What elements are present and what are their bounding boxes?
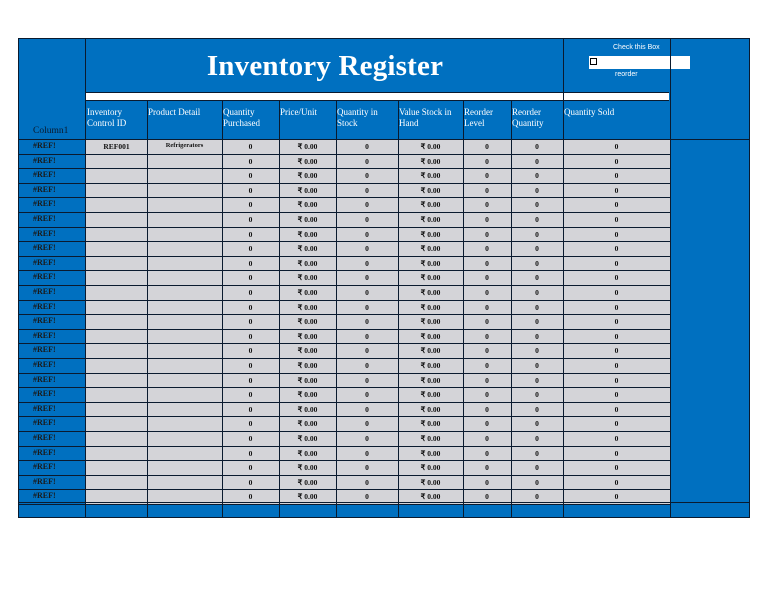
cell-reorder-qty[interactable]: 0 <box>535 302 539 312</box>
cell-qty-purchased[interactable]: 0 <box>248 331 253 341</box>
cell-reorder-level[interactable]: 0 <box>485 463 489 473</box>
column-divider <box>147 101 148 518</box>
cell-value[interactable]: ₹ 0.00 <box>420 302 441 312</box>
ref-error-cell: #REF! <box>33 345 56 355</box>
row-divider <box>18 168 670 169</box>
cell-qty-sold[interactable]: 0 <box>614 492 619 502</box>
cell-reorder-level[interactable]: 0 <box>485 390 489 400</box>
cell-price[interactable]: ₹ 0.00 <box>297 477 318 487</box>
cell-reorder-level[interactable]: 0 <box>485 200 489 210</box>
cell-value[interactable]: ₹ 0.00 <box>420 404 441 414</box>
cell-qty-stock[interactable]: 0 <box>365 273 369 283</box>
cell-price[interactable]: ₹ 0.00 <box>297 317 318 327</box>
cell-qty-stock[interactable]: 0 <box>365 317 369 327</box>
ref-error-cell: #REF! <box>33 243 56 253</box>
cell-qty-purchased[interactable]: 0 <box>248 419 253 429</box>
cell-price[interactable]: ₹ 0.00 <box>297 156 318 166</box>
cell-qty-stock[interactable]: 0 <box>365 185 369 195</box>
column-divider <box>336 101 337 518</box>
cell-qty-sold[interactable]: 0 <box>614 390 619 400</box>
row-divider <box>18 475 670 476</box>
cell-value[interactable]: ₹ 0.00 <box>420 346 441 356</box>
cell-reorder-level[interactable]: 0 <box>485 142 489 151</box>
cell-reorder-qty[interactable]: 0 <box>535 375 539 385</box>
cell-reorder-qty[interactable]: 0 <box>535 258 539 268</box>
cell-value[interactable]: ₹ 0.00 <box>420 171 441 181</box>
cell-qty-sold[interactable]: 0 <box>614 273 619 283</box>
cell-reorder-level[interactable]: 0 <box>485 375 489 385</box>
row-divider <box>18 446 670 447</box>
row-divider <box>18 314 670 315</box>
cell-reorder-level[interactable]: 0 <box>485 404 489 414</box>
checkbox-field[interactable] <box>589 56 690 69</box>
cell-reorder-qty[interactable]: 0 <box>535 229 539 239</box>
cell-qty-stock[interactable]: 0 <box>365 229 369 239</box>
cell-reorder-level[interactable]: 0 <box>485 434 489 443</box>
cell-reorder-qty[interactable]: 0 <box>535 244 539 254</box>
cell-qty-purchased[interactable]: 0 <box>248 171 253 181</box>
cell-qty-stock[interactable]: 0 <box>365 404 369 414</box>
column-divider <box>279 101 280 518</box>
row-divider <box>18 460 670 461</box>
cell-value[interactable]: ₹ 0.00 <box>420 434 441 443</box>
cell-qty-sold[interactable]: 0 <box>614 448 619 458</box>
cell-qty-sold[interactable]: 0 <box>614 244 619 254</box>
cell-reorder-level[interactable]: 0 <box>485 185 489 195</box>
header-divider-band <box>86 92 669 101</box>
cell-reorder-level[interactable]: 0 <box>485 317 489 327</box>
ref-error-cell: #REF! <box>33 360 56 369</box>
cell-reorder-level[interactable]: 0 <box>485 346 489 356</box>
cell-qty-purchased[interactable]: 0 <box>248 477 253 487</box>
ref-error-cell: #REF! <box>33 301 56 311</box>
ref-error-cell: #REF! <box>33 257 56 267</box>
cell-reorder-qty[interactable]: 0 <box>535 477 539 487</box>
cell-reorder-qty[interactable]: 0 <box>535 171 539 181</box>
header-product-detail: Product Detail <box>148 107 201 117</box>
cell-value[interactable]: ₹ 0.00 <box>420 142 441 151</box>
row-divider <box>18 285 670 286</box>
cell-qty-stock[interactable]: 0 <box>365 244 369 254</box>
cell-value[interactable]: ₹ 0.00 <box>420 317 441 327</box>
cell-qty-stock[interactable]: 0 <box>365 419 369 429</box>
cell-reorder-level[interactable]: 0 <box>485 273 489 283</box>
cell-qty-sold[interactable]: 0 <box>614 171 619 181</box>
cell-qty-purchased[interactable]: 0 <box>248 200 253 210</box>
cell-qty-sold[interactable]: 0 <box>614 302 619 312</box>
header-quantity-in-stock: Quantity in Stock <box>337 107 378 128</box>
cell-price[interactable]: ₹ 0.00 <box>297 463 318 473</box>
ref-error-cell: #REF! <box>33 418 56 428</box>
header-price-unit: Price/Unit <box>280 107 317 117</box>
cell-qty-purchased[interactable]: 0 <box>248 404 253 414</box>
cell-reorder-level[interactable]: 0 <box>485 258 489 268</box>
cell-qty-stock[interactable]: 0 <box>365 302 369 312</box>
cell-reorder-level[interactable]: 0 <box>485 215 489 224</box>
cell-qty-stock[interactable]: 0 <box>365 434 369 443</box>
header-reorder-level: Reorder Level <box>464 107 493 128</box>
cell-value[interactable]: ₹ 0.00 <box>420 419 441 429</box>
ref-error-cell: #REF! <box>33 141 56 150</box>
cell-price[interactable]: ₹ 0.00 <box>297 185 318 195</box>
ref-error-cell: #REF! <box>33 491 56 501</box>
cell-value[interactable]: ₹ 0.00 <box>420 477 441 487</box>
cell-price[interactable]: ₹ 0.00 <box>297 215 318 224</box>
row-divider <box>18 227 670 228</box>
footer-line <box>18 502 750 503</box>
cell-qty-purchased[interactable]: 0 <box>248 142 253 151</box>
cell-price[interactable]: ₹ 0.00 <box>297 390 318 400</box>
header-reorder-quantity: Reorder Quantity <box>512 107 544 128</box>
ref-error-cell: #REF! <box>33 199 56 209</box>
reorder-checkbox-sublabel: reorder <box>615 71 638 78</box>
cell-value[interactable]: ₹ 0.00 <box>420 258 441 268</box>
cell-reorder-qty[interactable]: 0 <box>535 317 539 327</box>
column-divider <box>670 38 671 518</box>
cell-reorder-level[interactable]: 0 <box>485 492 489 502</box>
cell-qty-sold[interactable]: 0 <box>614 142 619 151</box>
cell-qty-sold[interactable]: 0 <box>614 477 619 487</box>
cell-reorder-level[interactable]: 0 <box>485 171 489 181</box>
cell-price[interactable]: ₹ 0.00 <box>297 229 318 239</box>
cell-price[interactable]: ₹ 0.00 <box>297 361 318 370</box>
ref-error-cell: #REF! <box>33 374 56 384</box>
cell-qty-sold[interactable]: 0 <box>614 258 619 268</box>
cell-qty-purchased[interactable]: 0 <box>248 258 253 268</box>
cell-qty-purchased[interactable]: 0 <box>248 156 253 166</box>
cell-reorder-level[interactable]: 0 <box>485 477 489 487</box>
cell-value[interactable]: ₹ 0.00 <box>420 463 441 473</box>
ref-error-cell: #REF! <box>33 433 56 442</box>
ref-error-cell: #REF! <box>33 155 56 165</box>
column-divider <box>222 101 223 518</box>
row-divider <box>18 197 670 198</box>
cell-reorder-level[interactable]: 0 <box>485 361 489 370</box>
cell-price[interactable]: ₹ 0.00 <box>297 288 318 297</box>
cell-qty-purchased[interactable]: 0 <box>248 361 253 370</box>
cell-price[interactable]: ₹ 0.00 <box>297 244 318 254</box>
header-bottom-line <box>18 139 750 140</box>
cell-reorder-qty[interactable]: 0 <box>535 361 539 370</box>
cell-value[interactable]: ₹ 0.00 <box>420 375 441 385</box>
row-divider <box>18 431 670 432</box>
ref-error-cell: #REF! <box>33 214 56 223</box>
ref-error-cell: #REF! <box>33 228 56 238</box>
cell-reorder-level[interactable]: 0 <box>485 288 489 297</box>
row-divider <box>18 343 670 344</box>
cell-qty-purchased[interactable]: 0 <box>248 346 253 356</box>
cell-value[interactable]: ₹ 0.00 <box>420 288 441 297</box>
cell-qty-stock[interactable]: 0 <box>365 390 369 400</box>
cell-qty-stock[interactable]: 0 <box>365 156 369 166</box>
cell-price[interactable]: ₹ 0.00 <box>297 171 318 181</box>
cell-price[interactable]: ₹ 0.00 <box>297 302 318 312</box>
cell-reorder-qty[interactable]: 0 <box>535 346 539 356</box>
cell-qty-sold[interactable]: 0 <box>614 317 619 327</box>
ref-error-cell: #REF! <box>33 287 56 296</box>
cell-qty-purchased[interactable]: 0 <box>248 244 253 254</box>
cell-qty-sold[interactable]: 0 <box>614 404 619 414</box>
cell-price[interactable]: ₹ 0.00 <box>297 142 318 151</box>
cell-price[interactable]: ₹ 0.00 <box>297 258 318 268</box>
cell-qty-purchased[interactable]: 0 <box>248 185 253 195</box>
cell-value[interactable]: ₹ 0.00 <box>420 229 441 239</box>
cell-reorder-level[interactable]: 0 <box>485 448 489 458</box>
header-quantity-purchased: Quantity Purchased <box>223 107 260 128</box>
cell-value[interactable]: ₹ 0.00 <box>420 273 441 283</box>
cell-qty-stock[interactable]: 0 <box>365 346 369 356</box>
cell-qty-sold[interactable]: 0 <box>614 419 619 429</box>
cell-reorder-qty[interactable]: 0 <box>535 434 539 443</box>
ref-error-cell: #REF! <box>33 476 56 486</box>
cell-qty-purchased[interactable]: 0 <box>248 390 253 400</box>
cell-qty-purchased[interactable]: 0 <box>248 317 253 327</box>
ref-error-cell: #REF! <box>33 330 56 340</box>
ref-error-cell: #REF! <box>33 462 56 472</box>
cell-reorder-level[interactable]: 0 <box>485 156 489 166</box>
cell-qty-sold[interactable]: 0 <box>614 185 619 195</box>
cell-qty-purchased[interactable]: 0 <box>248 288 253 297</box>
cell-reorder-qty[interactable]: 0 <box>535 331 539 341</box>
row-divider <box>18 504 670 505</box>
cell-value[interactable]: ₹ 0.00 <box>420 390 441 400</box>
cell-qty-stock[interactable]: 0 <box>365 448 369 458</box>
cell-value[interactable]: ₹ 0.00 <box>420 200 441 210</box>
cell-price[interactable]: ₹ 0.00 <box>297 200 318 210</box>
cell-qty-stock[interactable]: 0 <box>365 258 369 268</box>
ref-error-cell: #REF! <box>33 170 56 180</box>
cell-value[interactable]: ₹ 0.00 <box>420 185 441 195</box>
row-divider <box>18 256 670 257</box>
header-value-stock-in-hand: Value Stock in Hand <box>399 107 452 128</box>
cell-reorder-qty[interactable]: 0 <box>535 463 539 473</box>
cell-reorder-qty[interactable]: 0 <box>535 390 539 400</box>
row-divider <box>18 387 670 388</box>
ref-error-cell: #REF! <box>33 447 56 457</box>
cell-value[interactable]: ₹ 0.00 <box>420 331 441 341</box>
cell-qty-stock[interactable]: 0 <box>365 142 369 151</box>
row-divider <box>18 329 670 330</box>
row-divider <box>18 416 670 417</box>
cell-qty-stock[interactable]: 0 <box>365 331 369 341</box>
ref-error-cell: #REF! <box>33 316 56 326</box>
ref-error-cell: #REF! <box>33 272 56 282</box>
cell-reorder-qty[interactable]: 0 <box>535 273 539 283</box>
cell-qty-stock[interactable]: 0 <box>365 477 369 487</box>
cell-reorder-qty[interactable]: 0 <box>535 185 539 195</box>
cell-qty-stock[interactable]: 0 <box>365 171 369 181</box>
cell-qty-sold[interactable]: 0 <box>614 215 619 224</box>
cell-qty-purchased[interactable]: 0 <box>248 434 253 443</box>
cell-qty-stock[interactable]: 0 <box>365 463 369 473</box>
row-divider <box>18 270 670 271</box>
row-divider <box>18 241 670 242</box>
page-title: Inventory Register <box>206 50 444 82</box>
cell-reorder-qty[interactable]: 0 <box>535 142 539 151</box>
cell-reorder-level[interactable]: 0 <box>485 302 489 312</box>
row-divider <box>18 373 670 374</box>
cell-price[interactable]: ₹ 0.00 <box>297 346 318 356</box>
cell-qty-stock[interactable]: 0 <box>365 492 369 502</box>
cell-qty-purchased[interactable]: 0 <box>248 229 253 239</box>
cell-price[interactable]: ₹ 0.00 <box>297 375 318 385</box>
cell-reorder-qty[interactable]: 0 <box>535 156 539 166</box>
cell-price[interactable]: ₹ 0.00 <box>297 419 318 429</box>
cell-qty-purchased[interactable]: 0 <box>248 375 253 385</box>
cell-qty-purchased[interactable]: 0 <box>248 215 253 224</box>
cell-qty-purchased[interactable]: 0 <box>248 448 253 458</box>
cell-qty-sold[interactable]: 0 <box>614 361 619 370</box>
cell-qty-stock[interactable]: 0 <box>365 215 369 224</box>
row-divider <box>18 358 670 359</box>
row-divider <box>18 402 670 403</box>
cell-qty-purchased[interactable]: 0 <box>248 302 253 312</box>
cell-qty-purchased[interactable]: 0 <box>248 273 253 283</box>
cell-reorder-qty[interactable]: 0 <box>535 492 539 502</box>
row-divider <box>18 154 670 155</box>
cell-value[interactable]: ₹ 0.00 <box>420 448 441 458</box>
cell-qty-sold[interactable]: 0 <box>614 346 619 356</box>
cell-value[interactable]: ₹ 0.00 <box>420 361 441 370</box>
row-divider <box>18 489 670 490</box>
cell-reorder-qty[interactable]: 0 <box>535 448 539 458</box>
cell-value[interactable]: ₹ 0.00 <box>420 156 441 166</box>
row-divider <box>18 300 670 301</box>
cell-reorder-qty[interactable]: 0 <box>535 288 539 297</box>
cell-reorder-qty[interactable]: 0 <box>535 404 539 414</box>
reorder-checkbox-label: Check this Box <box>613 44 660 51</box>
cell-qty-sold[interactable]: 0 <box>614 434 619 443</box>
row-divider <box>18 183 670 184</box>
cell-qty-sold[interactable]: 0 <box>614 463 619 473</box>
column-divider <box>398 101 399 518</box>
cell-price[interactable]: ₹ 0.00 <box>297 331 318 341</box>
cell-qty-sold[interactable]: 0 <box>614 200 619 210</box>
cell-value[interactable]: ₹ 0.00 <box>420 215 441 224</box>
row-label-header: Column1 <box>33 126 69 136</box>
header-inventory-control-id: Inventory Control ID <box>87 107 127 128</box>
cell-reorder-level[interactable]: 0 <box>485 244 489 254</box>
cell-qty-sold[interactable]: 0 <box>614 156 619 166</box>
cell-product[interactable]: Refrigerators <box>165 142 204 149</box>
cell-reorder-qty[interactable]: 0 <box>535 419 539 429</box>
cell-qty-sold[interactable]: 0 <box>614 331 619 341</box>
cell-qty-stock[interactable]: 0 <box>365 375 369 385</box>
ref-error-cell: #REF! <box>33 403 56 413</box>
cell-qty-sold[interactable]: 0 <box>614 375 619 385</box>
cell-value[interactable]: ₹ 0.00 <box>420 244 441 254</box>
cell-reorder-level[interactable]: 0 <box>485 331 489 341</box>
cell-price[interactable]: ₹ 0.00 <box>297 448 318 458</box>
cell-qty-purchased[interactable]: 0 <box>248 463 253 473</box>
column-divider <box>511 101 512 518</box>
ref-error-cell: #REF! <box>33 389 56 399</box>
header-quantity-sold: Quantity Sold <box>564 107 615 117</box>
cell-qty-sold[interactable]: 0 <box>614 288 619 297</box>
cell-price[interactable]: ₹ 0.00 <box>297 434 318 443</box>
cell-qty-stock[interactable]: 0 <box>365 361 369 370</box>
cell-qty-stock[interactable]: 0 <box>365 200 369 210</box>
cell-price[interactable]: ₹ 0.00 <box>297 273 318 283</box>
cell-reorder-level[interactable]: 0 <box>485 229 489 239</box>
cell-price[interactable]: ₹ 0.00 <box>297 404 318 414</box>
cell-price[interactable]: ₹ 0.00 <box>297 492 318 502</box>
cell-value[interactable]: ₹ 0.00 <box>420 492 441 502</box>
ref-error-cell: #REF! <box>33 184 56 194</box>
cell-id[interactable]: REF001 <box>103 142 130 151</box>
cell-qty-purchased[interactable]: 0 <box>248 492 253 502</box>
cell-reorder-qty[interactable]: 0 <box>535 215 539 224</box>
reorder-checkbox[interactable] <box>590 58 597 65</box>
cell-reorder-level[interactable]: 0 <box>485 419 489 429</box>
cell-reorder-qty[interactable]: 0 <box>535 200 539 210</box>
column-divider <box>463 101 464 518</box>
cell-qty-stock[interactable]: 0 <box>365 288 369 297</box>
row-divider <box>18 212 670 213</box>
cell-qty-sold[interactable]: 0 <box>614 229 619 239</box>
